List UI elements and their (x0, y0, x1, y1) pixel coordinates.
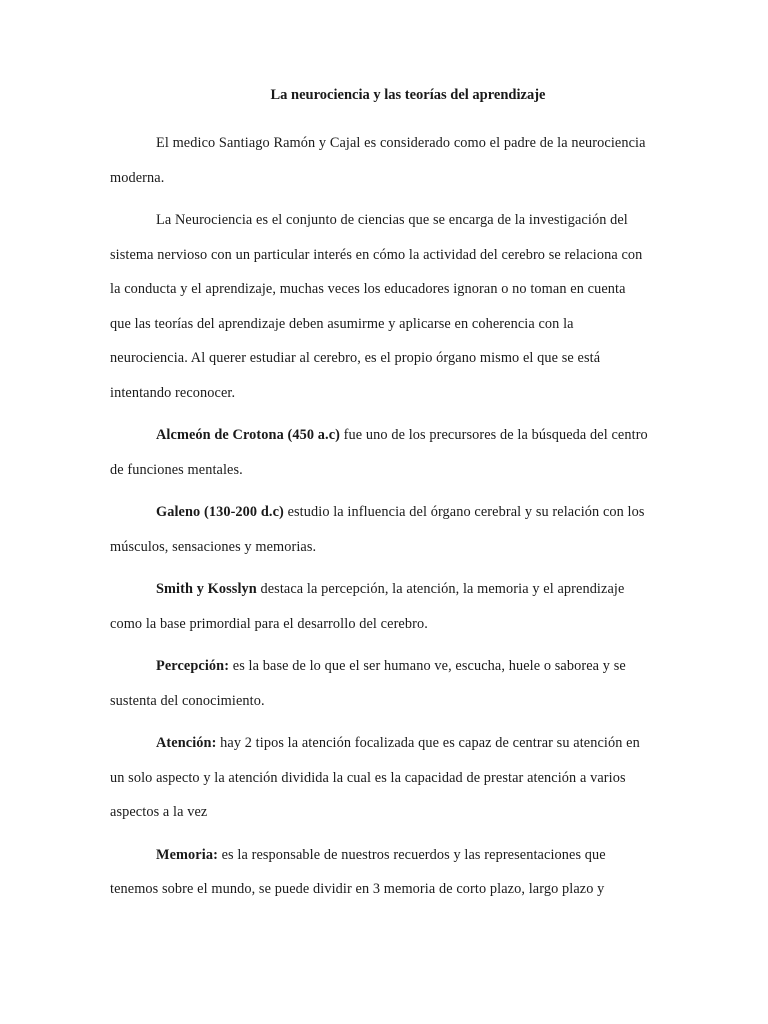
paragraph-text: fue uno de los precursores de la búsqueda del centro de funciones mentales. (110, 427, 648, 478)
paragraph-cajal (110, 126, 650, 195)
paragraph-alcmeon (110, 418, 650, 487)
paragraph-term: Memoria: (156, 846, 218, 863)
paragraph-text: es la responsable de nuestros recuerdos y las representaciones que tenemos sobre el mundo, se puede dividir en 3 memoria de corto plazo, largo plazo y (110, 846, 606, 897)
paragraph-term: Smith y Kosslyn (156, 581, 257, 597)
paragraph-memoria (110, 838, 650, 907)
paragraph-term: Atención: (156, 735, 217, 751)
paragraph-term: Galeno (130-200 d.c) (156, 504, 284, 520)
paragraph-smith-kosslyn (110, 572, 650, 641)
paragraph-text: es la base de lo que el ser humano ve, escucha, huele o saborea y se sustenta del conocimiento. (110, 658, 626, 709)
document-title: La neurociencia y las teorías del aprendizaje (270, 87, 546, 103)
paragraph-term: Percepción: (156, 658, 230, 674)
paragraph-text: La Neurociencia es el conjunto de ciencias que se encarga de la investigación del sistema nervioso con un particular interés en cómo la actividad del cerebro se relaciona con la conducta y el aprendizaje, muchas veces los educadores ignoran o no toman en cuenta que las teorías del aprendizaje deben asumirme y aplicarse en coherencia con la neurociencia. Al querer estudiar al cerebro, es el propio órgano mismo el que se está intentando reconocer. (110, 212, 643, 401)
paragraph-galeno (110, 495, 650, 564)
paragraph-atencion (110, 726, 650, 830)
paragraph-text: hay 2 tipos la atención focalizada que es capaz de centrar su atención en un solo aspecto y la atención dividida la cual es la capacidad de prestar atención a varios aspectos a la vez (110, 735, 640, 820)
paragraph-text: destaca la percepción, la atención, la memoria y el aprendizaje como la base primordial para el desarrollo del cerebro. (110, 581, 625, 632)
paragraph-neurociencia-definicion (110, 203, 650, 410)
paragraph-term: Alcmeón de Crotona (450 a.c) (156, 427, 340, 443)
paragraph-percepcion (110, 649, 650, 718)
document-body (110, 126, 650, 915)
paragraph-text: El medico Santiago Ramón y Cajal es considerado como el padre de la neurociencia moderna. (110, 135, 646, 186)
paragraph-text: estudio la influencia del órgano cerebral y su relación con los músculos, sensaciones y memorias. (110, 504, 645, 555)
